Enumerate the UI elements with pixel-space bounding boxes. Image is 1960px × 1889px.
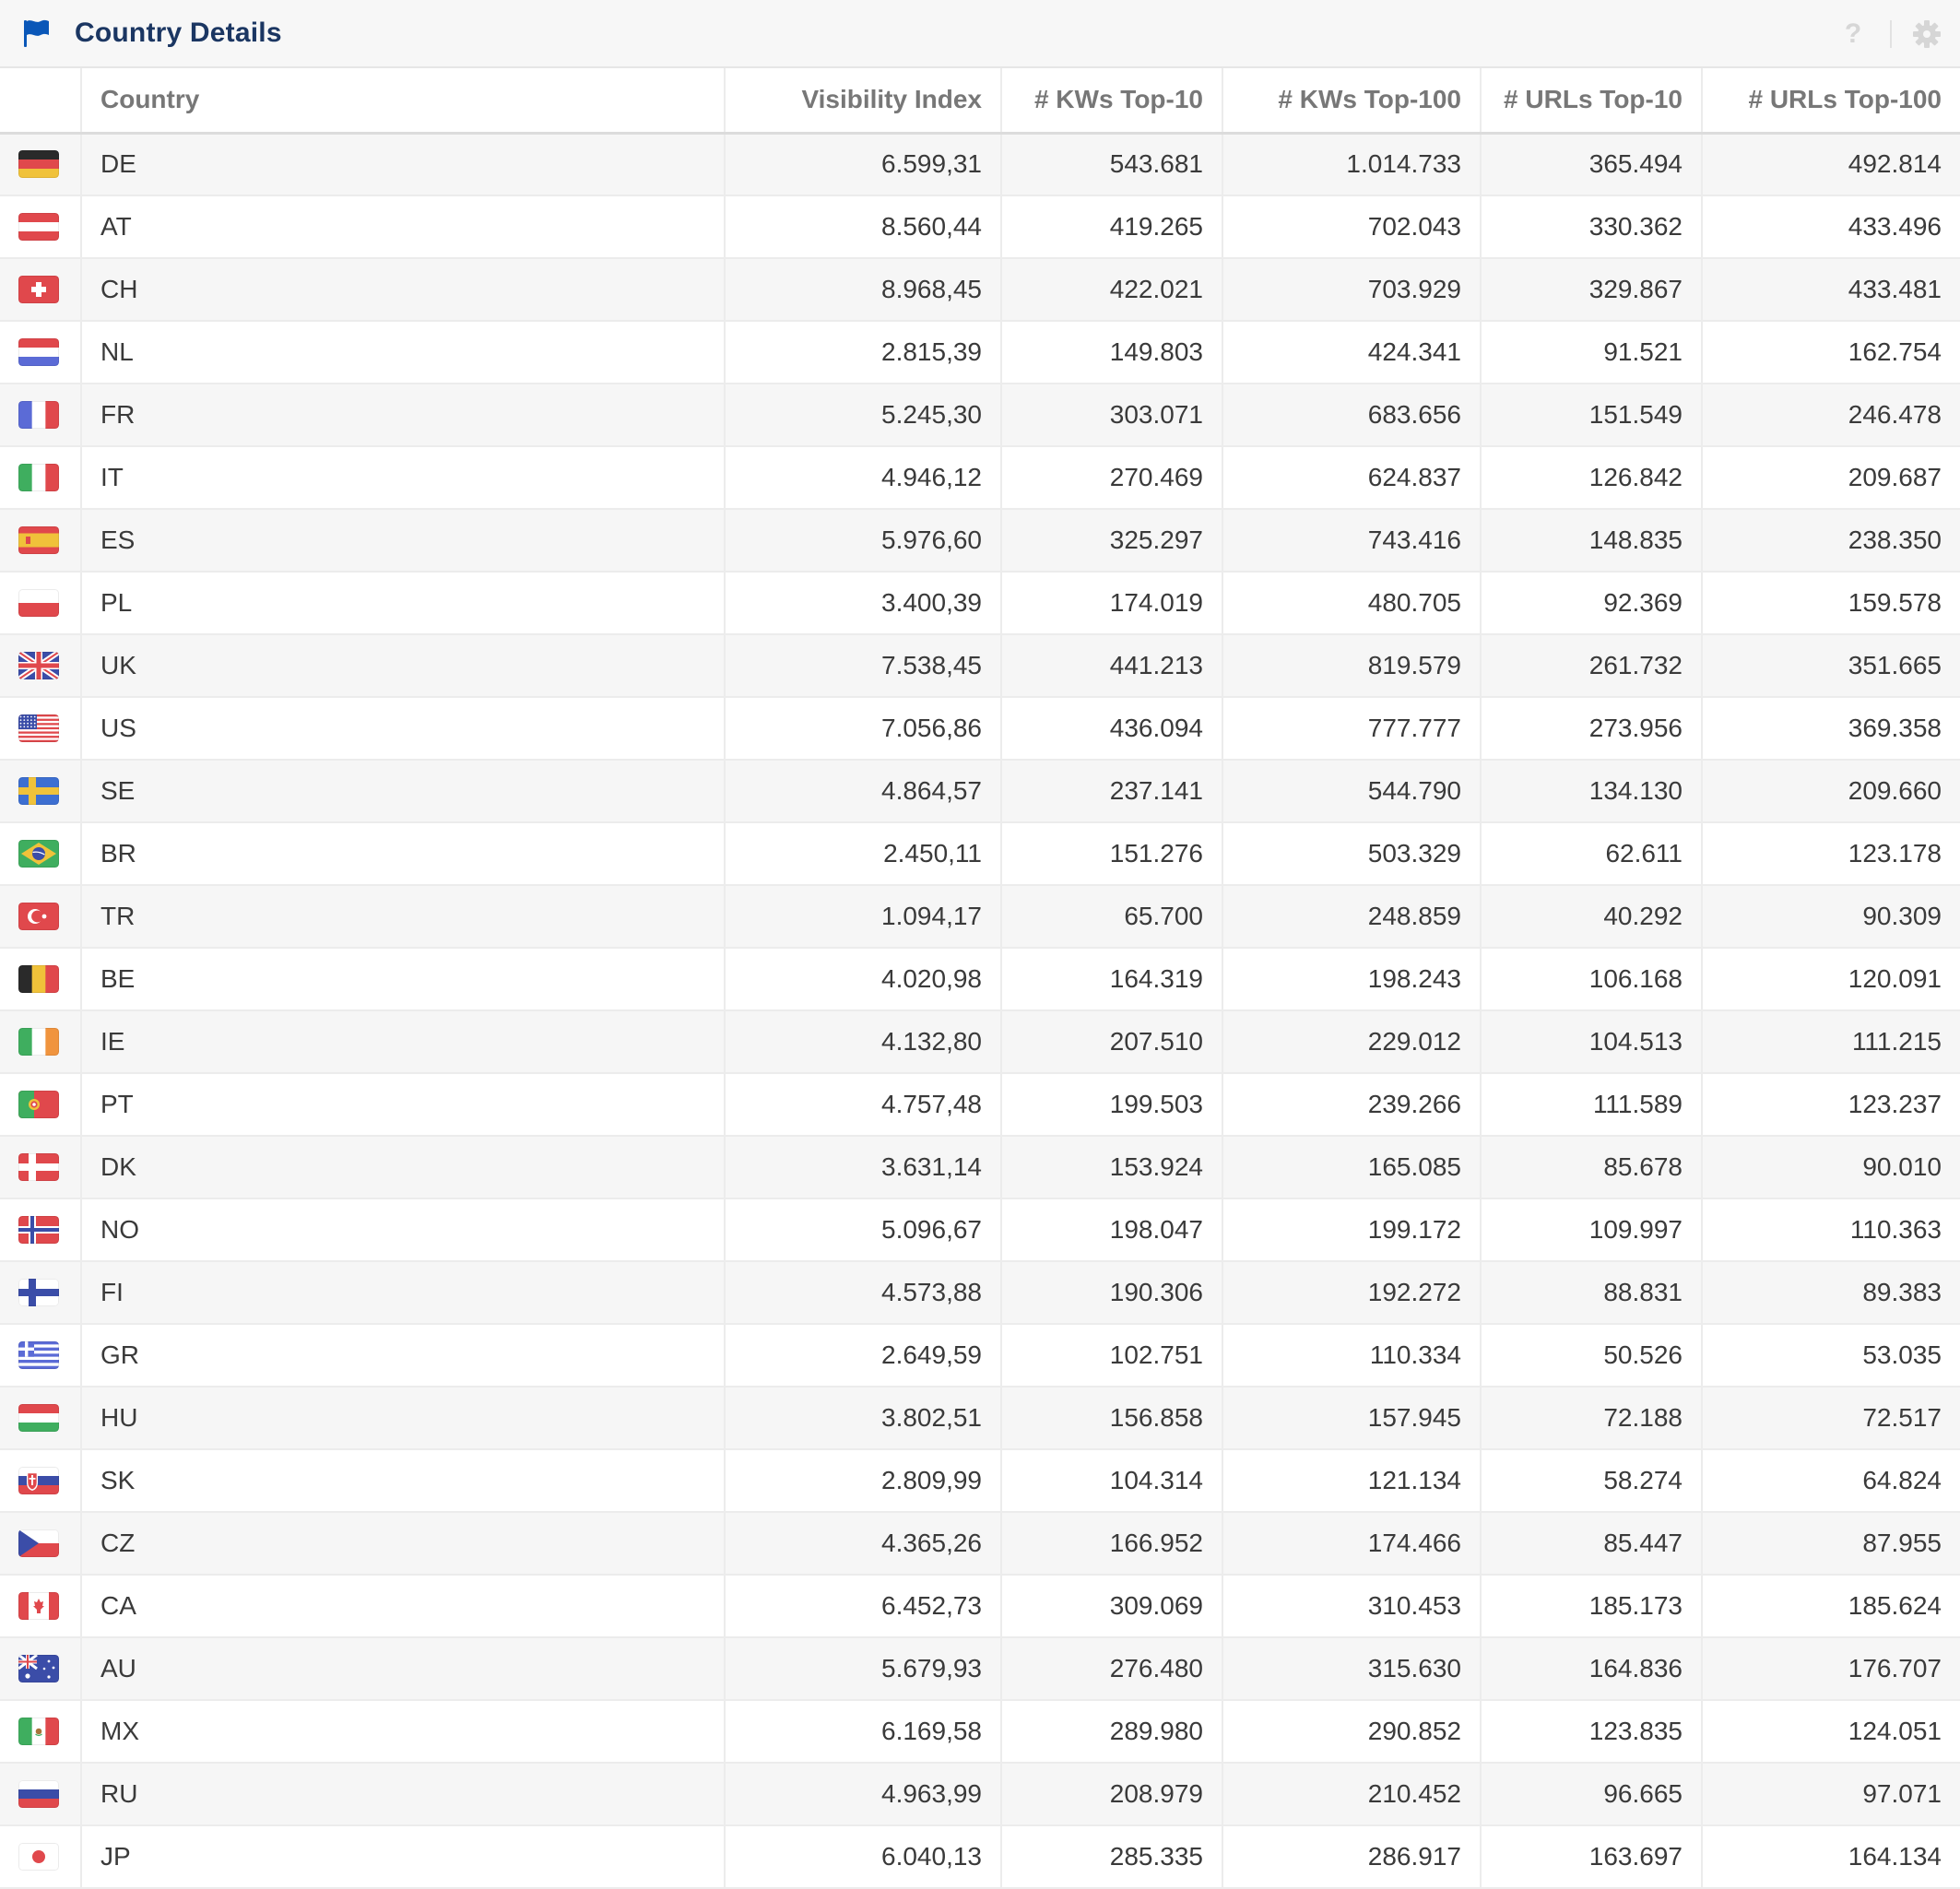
br-flag-icon xyxy=(18,840,59,868)
kws-top-10-cell: 289.980 xyxy=(1001,1700,1222,1763)
kws-top-100-cell: 290.852 xyxy=(1222,1700,1481,1763)
country-code-cell: NO xyxy=(81,1198,725,1261)
visibility-index-cell: 6.452,73 xyxy=(725,1575,1001,1637)
country-code-cell: TR xyxy=(81,885,725,948)
urls-top-10-cell: 91.521 xyxy=(1481,321,1702,384)
country-table xyxy=(0,68,1960,1889)
kws-top-10-cell: 153.924 xyxy=(1001,1136,1222,1198)
kws-top-100-cell: 192.272 xyxy=(1222,1261,1481,1324)
kws-top-100-cell: 743.416 xyxy=(1222,509,1481,572)
table-row[interactable] xyxy=(0,1198,1960,1261)
flag-cell xyxy=(0,1637,81,1700)
kws-top-100-cell: 624.837 xyxy=(1222,446,1481,509)
se-flag-icon xyxy=(18,777,59,805)
urls-top-100-cell: 176.707 xyxy=(1702,1637,1960,1700)
kws-top-100-cell: 174.466 xyxy=(1222,1512,1481,1575)
visibility-index-cell: 4.365,26 xyxy=(725,1512,1001,1575)
visibility-index-cell: 6.599,31 xyxy=(725,133,1001,195)
table-row[interactable] xyxy=(0,1449,1960,1512)
be-flag-icon xyxy=(18,965,59,993)
urls-top-10-cell: 164.836 xyxy=(1481,1637,1702,1700)
table-row[interactable] xyxy=(0,1136,1960,1198)
kws-top-10-cell: 104.314 xyxy=(1001,1449,1222,1512)
nl-flag-icon xyxy=(18,338,59,366)
table-row[interactable] xyxy=(0,1324,1960,1387)
country-code-cell: UK xyxy=(81,634,725,697)
urls-top-100-cell: 53.035 xyxy=(1702,1324,1960,1387)
kws-top-10-cell: 190.306 xyxy=(1001,1261,1222,1324)
flag-cell xyxy=(0,1575,81,1637)
table-row[interactable] xyxy=(0,1387,1960,1449)
urls-top-100-cell: 433.496 xyxy=(1702,195,1960,258)
urls-top-100-cell: 110.363 xyxy=(1702,1198,1960,1261)
flag-cell xyxy=(0,1010,81,1073)
urls-top-10-cell: 330.362 xyxy=(1481,195,1702,258)
table-row[interactable] xyxy=(0,133,1960,195)
kws-top-10-cell: 149.803 xyxy=(1001,321,1222,384)
urls-top-10-cell: 365.494 xyxy=(1481,133,1702,195)
kws-top-10-cell: 237.141 xyxy=(1001,760,1222,822)
table-row[interactable] xyxy=(0,822,1960,885)
visibility-index-cell: 5.096,67 xyxy=(725,1198,1001,1261)
column-header-urls-top-100[interactable]: # URLs Top-100 xyxy=(1702,68,1960,133)
kws-top-10-cell: 285.335 xyxy=(1001,1825,1222,1888)
table-row[interactable] xyxy=(0,697,1960,760)
urls-top-10-cell: 273.956 xyxy=(1481,697,1702,760)
table-row[interactable] xyxy=(0,760,1960,822)
kws-top-10-cell: 156.858 xyxy=(1001,1387,1222,1449)
jp-flag-icon xyxy=(18,1843,59,1871)
flag-cell xyxy=(0,195,81,258)
visibility-index-cell: 4.573,88 xyxy=(725,1261,1001,1324)
urls-top-10-cell: 88.831 xyxy=(1481,1261,1702,1324)
kws-top-100-cell: 165.085 xyxy=(1222,1136,1481,1198)
visibility-index-cell: 3.802,51 xyxy=(725,1387,1001,1449)
visibility-index-cell: 4.946,12 xyxy=(725,446,1001,509)
urls-top-100-cell: 246.478 xyxy=(1702,384,1960,446)
dk-flag-icon xyxy=(18,1153,59,1181)
kws-top-10-cell: 166.952 xyxy=(1001,1512,1222,1575)
urls-top-100-cell: 433.481 xyxy=(1702,258,1960,321)
column-header-kws-top-100[interactable]: # KWs Top-100 xyxy=(1222,68,1481,133)
table-row[interactable] xyxy=(0,258,1960,321)
kws-top-10-cell: 270.469 xyxy=(1001,446,1222,509)
country-code-cell: RU xyxy=(81,1763,725,1825)
kws-top-100-cell: 1.014.733 xyxy=(1222,133,1481,195)
visibility-index-cell: 2.809,99 xyxy=(725,1449,1001,1512)
column-header-visibility-index[interactable]: Visibility Index xyxy=(725,68,1001,133)
country-code-cell: FI xyxy=(81,1261,725,1324)
urls-top-100-cell: 72.517 xyxy=(1702,1387,1960,1449)
urls-top-10-cell: 62.611 xyxy=(1481,822,1702,885)
country-code-cell: BE xyxy=(81,948,725,1010)
flag-cell xyxy=(0,634,81,697)
kws-top-100-cell: 286.917 xyxy=(1222,1825,1481,1888)
visibility-index-cell: 4.757,48 xyxy=(725,1073,1001,1136)
tools-divider xyxy=(1890,20,1892,48)
kws-top-10-cell: 303.071 xyxy=(1001,384,1222,446)
kws-top-100-cell: 198.243 xyxy=(1222,948,1481,1010)
country-code-cell: DE xyxy=(81,133,725,195)
kws-top-100-cell: 248.859 xyxy=(1222,885,1481,948)
urls-top-100-cell: 209.687 xyxy=(1702,446,1960,509)
flag-cell xyxy=(0,384,81,446)
country-code-cell: GR xyxy=(81,1324,725,1387)
fi-flag-icon xyxy=(18,1279,59,1306)
country-code-cell: JP xyxy=(81,1825,725,1888)
urls-top-100-cell: 89.383 xyxy=(1702,1261,1960,1324)
flag-cell xyxy=(0,509,81,572)
kws-top-100-cell: 424.341 xyxy=(1222,321,1481,384)
flag-cell xyxy=(0,446,81,509)
kws-top-100-cell: 703.929 xyxy=(1222,258,1481,321)
urls-top-100-cell: 162.754 xyxy=(1702,321,1960,384)
kws-top-10-cell: 198.047 xyxy=(1001,1198,1222,1261)
flag-cell xyxy=(0,1387,81,1449)
kws-top-100-cell: 121.134 xyxy=(1222,1449,1481,1512)
kws-top-10-cell: 174.019 xyxy=(1001,572,1222,634)
urls-top-10-cell: 92.369 xyxy=(1481,572,1702,634)
table-row[interactable] xyxy=(0,1825,1960,1888)
table-row[interactable] xyxy=(0,1700,1960,1763)
visibility-index-cell: 2.815,39 xyxy=(725,321,1001,384)
urls-top-10-cell: 85.678 xyxy=(1481,1136,1702,1198)
urls-top-100-cell: 159.578 xyxy=(1702,572,1960,634)
urls-top-10-cell: 163.697 xyxy=(1481,1825,1702,1888)
country-code-cell: IE xyxy=(81,1010,725,1073)
country-code-cell: PL xyxy=(81,572,725,634)
column-header-kws-top-10[interactable]: # KWs Top-10 xyxy=(1001,68,1222,133)
kws-top-10-cell: 65.700 xyxy=(1001,885,1222,948)
flag-cell xyxy=(0,1324,81,1387)
flag-cell xyxy=(0,1512,81,1575)
kws-top-100-cell: 315.630 xyxy=(1222,1637,1481,1700)
visibility-index-cell: 4.864,57 xyxy=(725,760,1001,822)
kws-top-100-cell: 702.043 xyxy=(1222,195,1481,258)
urls-top-10-cell: 148.835 xyxy=(1481,509,1702,572)
urls-top-100-cell: 123.237 xyxy=(1702,1073,1960,1136)
widget-header xyxy=(0,0,1960,68)
visibility-index-cell: 8.968,45 xyxy=(725,258,1001,321)
urls-top-100-cell: 120.091 xyxy=(1702,948,1960,1010)
kws-top-100-cell: 229.012 xyxy=(1222,1010,1481,1073)
flag-cell xyxy=(0,133,81,195)
flag-cell xyxy=(0,1700,81,1763)
kws-top-10-cell: 422.021 xyxy=(1001,258,1222,321)
pt-flag-icon xyxy=(18,1091,59,1118)
visibility-index-cell: 5.679,93 xyxy=(725,1637,1001,1700)
urls-top-10-cell: 123.835 xyxy=(1481,1700,1702,1763)
country-code-cell: HU xyxy=(81,1387,725,1449)
kws-top-10-cell: 309.069 xyxy=(1001,1575,1222,1637)
at-flag-icon xyxy=(18,213,59,241)
urls-top-10-cell: 261.732 xyxy=(1481,634,1702,697)
urls-top-100-cell: 185.624 xyxy=(1702,1575,1960,1637)
kws-top-10-cell: 207.510 xyxy=(1001,1010,1222,1073)
visibility-index-cell: 8.560,44 xyxy=(725,195,1001,258)
kws-top-100-cell: 310.453 xyxy=(1222,1575,1481,1637)
table-row[interactable] xyxy=(0,384,1960,446)
urls-top-10-cell: 151.549 xyxy=(1481,384,1702,446)
visibility-index-cell: 5.245,30 xyxy=(725,384,1001,446)
visibility-index-cell: 2.450,11 xyxy=(725,822,1001,885)
urls-top-100-cell: 111.215 xyxy=(1702,1010,1960,1073)
kws-top-10-cell: 164.319 xyxy=(1001,948,1222,1010)
kws-top-100-cell: 239.266 xyxy=(1222,1073,1481,1136)
table-row[interactable] xyxy=(0,321,1960,384)
urls-top-100-cell: 238.350 xyxy=(1702,509,1960,572)
fr-flag-icon xyxy=(18,401,59,429)
visibility-index-cell: 4.963,99 xyxy=(725,1763,1001,1825)
flag-cell xyxy=(0,1449,81,1512)
kws-top-10-cell: 276.480 xyxy=(1001,1637,1222,1700)
urls-top-10-cell: 134.130 xyxy=(1481,760,1702,822)
kws-top-100-cell: 503.329 xyxy=(1222,822,1481,885)
table-row[interactable] xyxy=(0,446,1960,509)
flag-cell xyxy=(0,1763,81,1825)
kws-top-100-cell: 110.334 xyxy=(1222,1324,1481,1387)
urls-top-100-cell: 123.178 xyxy=(1702,822,1960,885)
mx-flag-icon xyxy=(18,1718,59,1745)
table-row[interactable] xyxy=(0,948,1960,1010)
urls-top-10-cell: 185.173 xyxy=(1481,1575,1702,1637)
country-code-cell: CZ xyxy=(81,1512,725,1575)
cz-flag-icon xyxy=(18,1529,59,1557)
table-row[interactable] xyxy=(0,1261,1960,1324)
visibility-index-cell: 3.400,39 xyxy=(725,572,1001,634)
urls-top-100-cell: 97.071 xyxy=(1702,1763,1960,1825)
urls-top-10-cell: 72.188 xyxy=(1481,1387,1702,1449)
kws-top-10-cell: 325.297 xyxy=(1001,509,1222,572)
country-code-cell: ES xyxy=(81,509,725,572)
kws-top-10-cell: 208.979 xyxy=(1001,1763,1222,1825)
country-code-cell: NL xyxy=(81,321,725,384)
urls-top-100-cell: 369.358 xyxy=(1702,697,1960,760)
visibility-index-cell: 4.132,80 xyxy=(725,1010,1001,1073)
it-flag-icon xyxy=(18,464,59,491)
table-row[interactable] xyxy=(0,195,1960,258)
kws-top-10-cell: 419.265 xyxy=(1001,195,1222,258)
table-row[interactable] xyxy=(0,572,1960,634)
table-row[interactable] xyxy=(0,634,1960,697)
table-row[interactable] xyxy=(0,1512,1960,1575)
country-code-cell: MX xyxy=(81,1700,725,1763)
urls-top-100-cell: 90.309 xyxy=(1702,885,1960,948)
uk-flag-icon xyxy=(18,652,59,679)
urls-top-100-cell: 164.134 xyxy=(1702,1825,1960,1888)
urls-top-100-cell: 124.051 xyxy=(1702,1700,1960,1763)
kws-top-100-cell: 819.579 xyxy=(1222,634,1481,697)
no-flag-icon xyxy=(18,1216,59,1244)
visibility-index-cell: 3.631,14 xyxy=(725,1136,1001,1198)
flag-cell xyxy=(0,1136,81,1198)
tr-flag-icon xyxy=(18,903,59,930)
country-code-cell: CH xyxy=(81,258,725,321)
urls-top-10-cell: 58.274 xyxy=(1481,1449,1702,1512)
country-code-cell: FR xyxy=(81,384,725,446)
es-flag-icon xyxy=(18,526,59,554)
urls-top-10-cell: 104.513 xyxy=(1481,1010,1702,1073)
urls-top-10-cell: 85.447 xyxy=(1481,1512,1702,1575)
kws-top-10-cell: 436.094 xyxy=(1001,697,1222,760)
column-header-country[interactable]: Country xyxy=(81,68,725,133)
help-icon[interactable]: ? xyxy=(1844,18,1862,49)
urls-top-10-cell: 50.526 xyxy=(1481,1324,1702,1387)
table-row[interactable] xyxy=(0,509,1960,572)
table-row[interactable] xyxy=(0,1575,1960,1637)
flag-cell xyxy=(0,1198,81,1261)
urls-top-100-cell: 87.955 xyxy=(1702,1512,1960,1575)
flag-cell xyxy=(0,822,81,885)
urls-top-10-cell: 109.997 xyxy=(1481,1198,1702,1261)
ch-flag-icon xyxy=(18,276,59,303)
country-code-cell: PT xyxy=(81,1073,725,1136)
country-code-cell: AU xyxy=(81,1637,725,1700)
ca-flag-icon xyxy=(18,1592,59,1620)
sk-flag-icon xyxy=(18,1467,59,1494)
flag-icon xyxy=(20,18,52,49)
visibility-index-cell: 5.976,60 xyxy=(725,509,1001,572)
country-code-cell: DK xyxy=(81,1136,725,1198)
flag-cell xyxy=(0,321,81,384)
urls-top-10-cell: 106.168 xyxy=(1481,948,1702,1010)
column-header-urls-top-10[interactable]: # URLs Top-10 xyxy=(1481,68,1702,133)
flag-cell xyxy=(0,697,81,760)
us-flag-icon xyxy=(18,714,59,742)
header-tools xyxy=(1835,0,1942,68)
urls-top-100-cell: 209.660 xyxy=(1702,760,1960,822)
country-code-cell: SK xyxy=(81,1449,725,1512)
column-header-flag xyxy=(0,68,81,133)
kws-top-100-cell: 210.452 xyxy=(1222,1763,1481,1825)
visibility-index-cell: 1.094,17 xyxy=(725,885,1001,948)
au-flag-icon xyxy=(18,1655,59,1682)
kws-top-10-cell: 199.503 xyxy=(1001,1073,1222,1136)
de-flag-icon xyxy=(18,150,59,178)
table-row[interactable] xyxy=(0,1763,1960,1825)
urls-top-100-cell: 351.665 xyxy=(1702,634,1960,697)
ru-flag-icon xyxy=(18,1780,59,1808)
flag-cell xyxy=(0,948,81,1010)
visibility-index-cell: 6.169,58 xyxy=(725,1700,1001,1763)
kws-top-10-cell: 151.276 xyxy=(1001,822,1222,885)
widget-title: Country Details xyxy=(75,18,282,48)
gear-icon[interactable] xyxy=(1912,19,1942,49)
table-row[interactable] xyxy=(0,1073,1960,1136)
urls-top-10-cell: 111.589 xyxy=(1481,1073,1702,1136)
flag-cell xyxy=(0,760,81,822)
gr-flag-icon xyxy=(18,1341,59,1369)
kws-top-100-cell: 157.945 xyxy=(1222,1387,1481,1449)
visibility-index-cell: 4.020,98 xyxy=(725,948,1001,1010)
country-code-cell: SE xyxy=(81,760,725,822)
table-row[interactable] xyxy=(0,1010,1960,1073)
kws-top-100-cell: 777.777 xyxy=(1222,697,1481,760)
table-header-row xyxy=(0,68,1960,133)
visibility-index-cell: 6.040,13 xyxy=(725,1825,1001,1888)
visibility-index-cell: 7.056,86 xyxy=(725,697,1001,760)
flag-cell xyxy=(0,572,81,634)
flag-cell xyxy=(0,1261,81,1324)
urls-top-100-cell: 492.814 xyxy=(1702,133,1960,195)
flag-cell xyxy=(0,1073,81,1136)
country-code-cell: AT xyxy=(81,195,725,258)
country-code-cell: CA xyxy=(81,1575,725,1637)
table-row[interactable] xyxy=(0,885,1960,948)
visibility-index-cell: 2.649,59 xyxy=(725,1324,1001,1387)
visibility-index-cell: 7.538,45 xyxy=(725,634,1001,697)
hu-flag-icon xyxy=(18,1404,59,1432)
kws-top-10-cell: 441.213 xyxy=(1001,634,1222,697)
flag-cell xyxy=(0,885,81,948)
kws-top-10-cell: 102.751 xyxy=(1001,1324,1222,1387)
ie-flag-icon xyxy=(18,1028,59,1056)
urls-top-10-cell: 96.665 xyxy=(1481,1763,1702,1825)
country-code-cell: IT xyxy=(81,446,725,509)
flag-cell xyxy=(0,258,81,321)
kws-top-10-cell: 543.681 xyxy=(1001,133,1222,195)
urls-top-10-cell: 40.292 xyxy=(1481,885,1702,948)
urls-top-10-cell: 126.842 xyxy=(1481,446,1702,509)
urls-top-100-cell: 90.010 xyxy=(1702,1136,1960,1198)
pl-flag-icon xyxy=(18,589,59,617)
table-row[interactable] xyxy=(0,1637,1960,1700)
urls-top-100-cell: 64.824 xyxy=(1702,1449,1960,1512)
kws-top-100-cell: 480.705 xyxy=(1222,572,1481,634)
kws-top-100-cell: 544.790 xyxy=(1222,760,1481,822)
country-code-cell: BR xyxy=(81,822,725,885)
kws-top-100-cell: 199.172 xyxy=(1222,1198,1481,1261)
kws-top-100-cell: 683.656 xyxy=(1222,384,1481,446)
urls-top-10-cell: 329.867 xyxy=(1481,258,1702,321)
flag-cell xyxy=(0,1825,81,1888)
country-code-cell: US xyxy=(81,697,725,760)
